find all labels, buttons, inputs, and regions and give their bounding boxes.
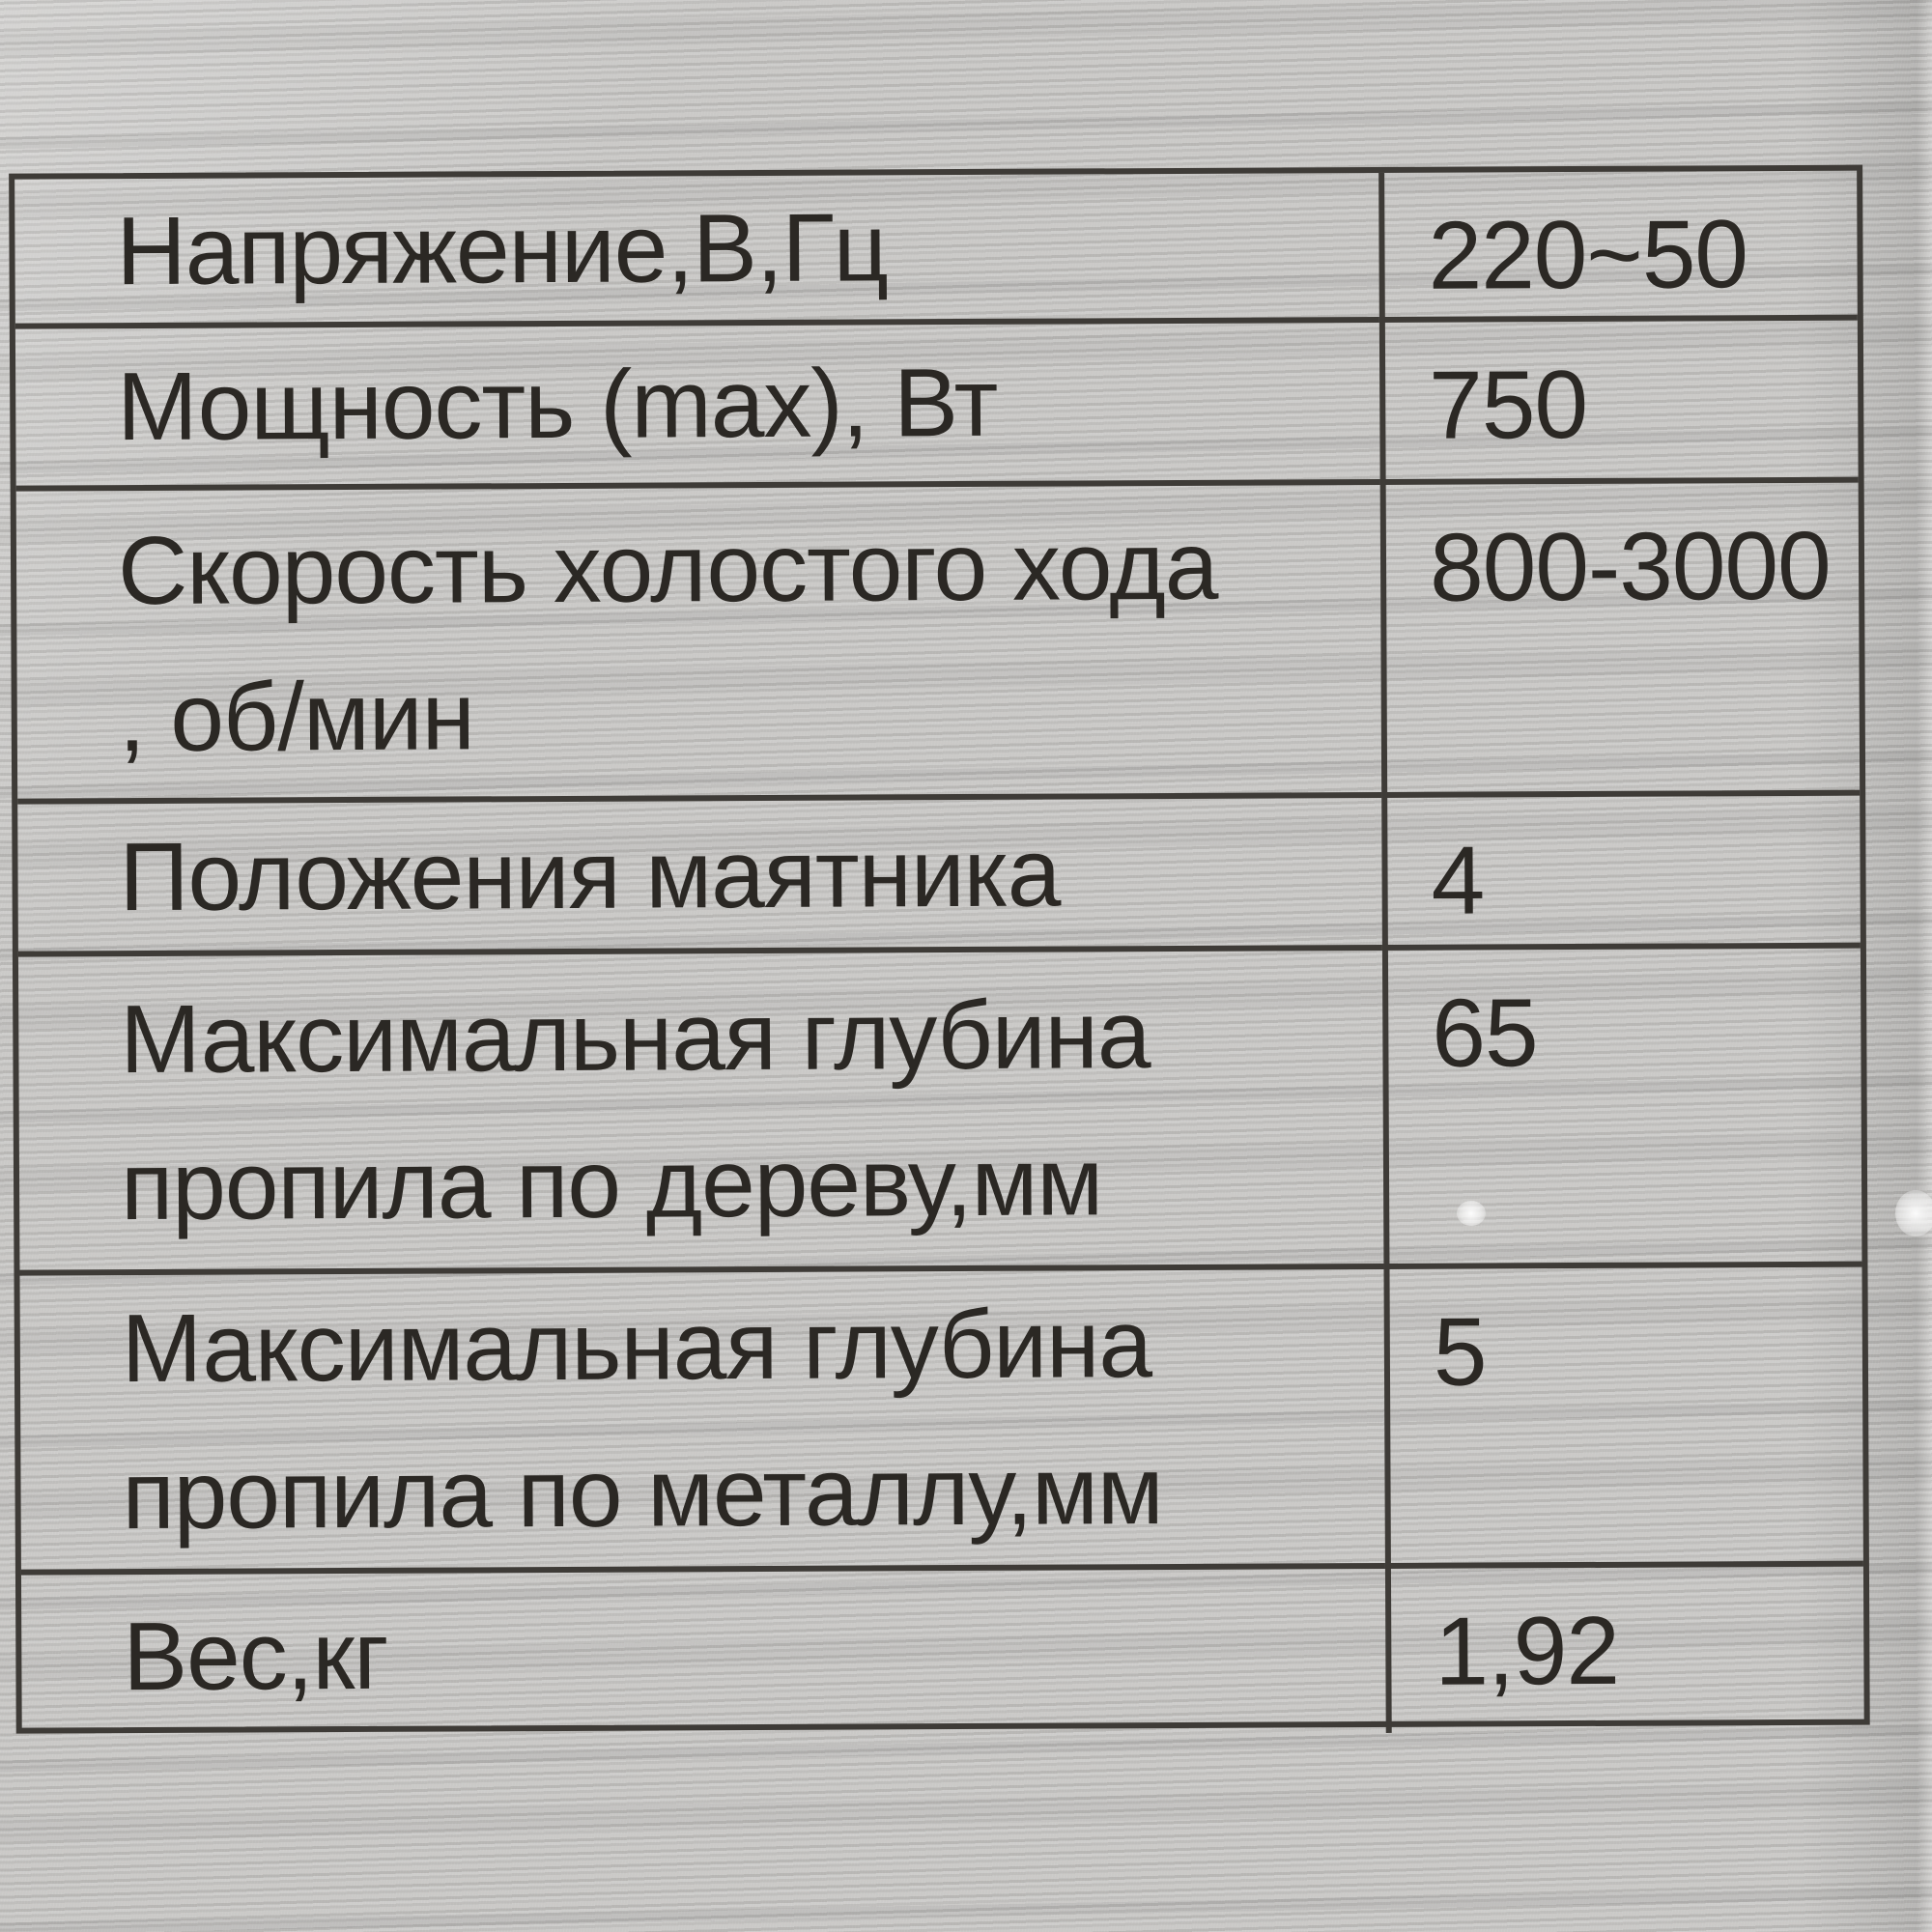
spec-label-line2: , об/мин xyxy=(118,662,475,773)
spec-label-line1: Мощность (max), Вт xyxy=(116,348,998,462)
spec-label-line1: Максимальная глубина xyxy=(120,980,1151,1094)
spec-value-cell xyxy=(1379,321,1859,485)
spec-label-line2: пропила по дереву,мм xyxy=(120,1127,1103,1241)
spec-value: 1,92 xyxy=(1435,1596,1620,1706)
spec-label-line1: Вес,кг xyxy=(123,1601,388,1712)
spec-value: 800-3000 xyxy=(1429,511,1831,622)
spec-value: 750 xyxy=(1429,350,1588,460)
spec-label-line2: пропила по металлу,мм xyxy=(122,1436,1163,1550)
spec-label-cell xyxy=(21,1569,1386,1740)
spec-label-line1: Напряжение,В,Гц xyxy=(116,192,889,305)
spec-label-line1: Максимальная глубина xyxy=(121,1290,1152,1404)
spec-value-cell xyxy=(1385,1567,1864,1733)
spec-value: 5 xyxy=(1433,1297,1487,1406)
spec-table xyxy=(9,165,1870,1734)
spec-label-line1: Положения маятника xyxy=(119,818,1061,932)
spec-label-cell xyxy=(20,1269,1385,1576)
spec-label-line1: Скорость холостого хода xyxy=(117,511,1218,626)
spec-value: 220~50 xyxy=(1428,200,1748,310)
spec-value: 4 xyxy=(1431,826,1485,935)
spec-value-cell xyxy=(1378,171,1858,323)
spec-value: 65 xyxy=(1432,979,1538,1088)
spec-label-cell xyxy=(14,173,1379,329)
spec-value-cell xyxy=(1380,483,1861,798)
spec-label-cell xyxy=(18,951,1384,1276)
spec-label-cell xyxy=(17,798,1382,957)
white-speck xyxy=(1895,1190,1932,1236)
spec-value-cell xyxy=(1382,949,1862,1269)
spec-value-cell xyxy=(1381,796,1861,951)
spec-value-cell xyxy=(1383,1267,1862,1569)
spec-label-cell xyxy=(16,485,1382,805)
white-speck xyxy=(1457,1201,1486,1226)
spec-label-cell xyxy=(15,323,1380,492)
